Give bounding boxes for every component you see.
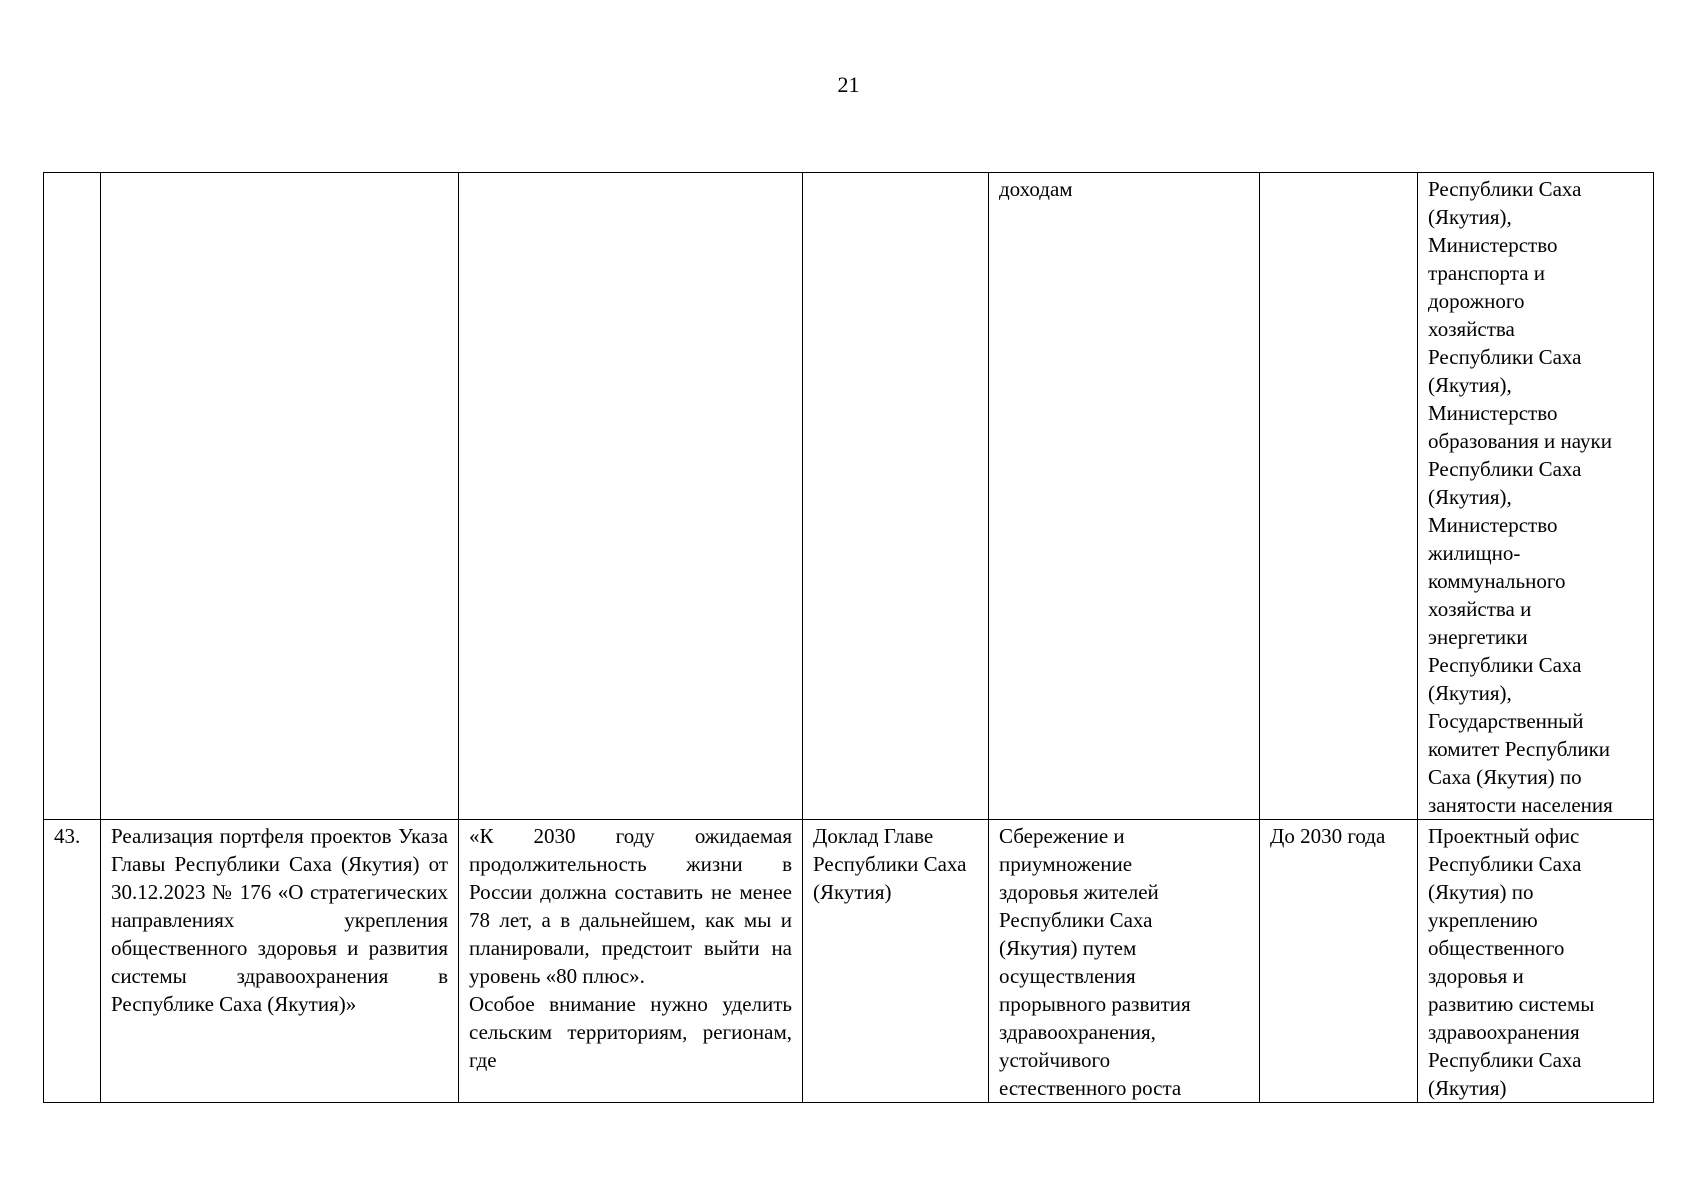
cell-expected-result: доходам (989, 173, 1260, 820)
result-line: устойчивого (999, 1048, 1111, 1072)
responsible-line: занятости населения (1428, 793, 1613, 817)
responsible-line: развитию системы (1428, 992, 1595, 1016)
responsible-line: Министерство (1428, 513, 1558, 537)
cell-deadline (1260, 173, 1418, 820)
cell-report-form: Доклад Главе Республики Саха (Якутия) (803, 820, 989, 1103)
result-line: здоровья жителей (999, 880, 1159, 904)
responsible-line: Проектный офис (1428, 824, 1580, 848)
responsible-line: общественного (1428, 936, 1565, 960)
result-line: (Якутия) путем (999, 936, 1137, 960)
responsible-line: Министерство (1428, 233, 1558, 257)
responsible-line: коммунального (1428, 569, 1566, 593)
responsible-line: транспорта и (1428, 261, 1546, 285)
responsible-line: здравоохранения (1428, 1020, 1580, 1044)
cell-goal (459, 820, 803, 1103)
cell-number (44, 173, 101, 820)
cell-measure-name: Реализация портфеля проектов Указа Главы Республики Саха (Якутия) от 30.12.2023 № 176 «О стратегических направлениях укрепления общественного здоровья и развития системы здравоохранения в Республике Саха (Якутия)» (101, 820, 459, 1103)
result-line: приумножение (999, 852, 1133, 876)
plan-table (43, 172, 1654, 1103)
responsible-line: Республики Саха (1428, 457, 1582, 481)
responsible-line: здоровья и (1428, 964, 1524, 988)
responsible-line: укреплению (1428, 908, 1538, 932)
responsible-line: Саха (Якутия) по (1428, 765, 1582, 789)
responsible-line: Республики Саха (1428, 177, 1582, 201)
cell-expected-result (989, 820, 1260, 1103)
cell-number: 43. (44, 820, 101, 1103)
responsible-line: хозяйства и (1428, 597, 1532, 621)
responsible-line: энергетики (1428, 625, 1528, 649)
responsible-line: Министерство (1428, 401, 1558, 425)
responsible-line: Республики Саха (1428, 653, 1582, 677)
responsible-line: (Якутия) по (1428, 880, 1534, 904)
goal-paragraph-1: «К 2030 году ожидаемая продолжительность жизни в России должна составить не менее 78 лет, а в дальнейшем, как мы и планировали, предстоит выйти на уровень «80 плюс». (469, 824, 792, 988)
responsible-line: дорожного (1428, 289, 1525, 313)
responsible-line: (Якутия), (1428, 681, 1512, 705)
responsible-line: Государственный (1428, 709, 1584, 733)
table-row-43 (44, 820, 1654, 1103)
responsible-line: Республики Саха (1428, 1048, 1582, 1072)
responsible-line: жилищно- (1428, 541, 1521, 565)
result-line: естественного роста (999, 1076, 1182, 1100)
responsible-line: образования и науки (1428, 429, 1612, 453)
responsible-line: комитет Республики (1428, 737, 1611, 761)
responsible-line: (Якутия), (1428, 373, 1512, 397)
responsible-line: Республики Саха (1428, 345, 1582, 369)
cell-report-form (803, 173, 989, 820)
result-line: Сбережение и (999, 824, 1125, 848)
responsible-line: Республики Саха (1428, 852, 1582, 876)
cell-responsible (1418, 820, 1654, 1103)
cell-deadline: До 2030 года (1260, 820, 1418, 1103)
responsible-line: (Якутия), (1428, 205, 1512, 229)
page-number: 21 (837, 72, 860, 97)
responsible-line: (Якутия) (1428, 1076, 1507, 1100)
cell-goal (459, 173, 803, 820)
result-line: прорывного развития (999, 992, 1191, 1016)
goal-paragraph-2: Особое внимание нужно уделить сельским территориям, регионам, где (469, 992, 792, 1072)
cell-responsible (1418, 173, 1654, 820)
responsible-line: (Якутия), (1428, 485, 1512, 509)
responsible-line: хозяйства (1428, 317, 1515, 341)
result-line: здравоохранения, (999, 1020, 1156, 1044)
table-row-continuation (44, 173, 1654, 820)
cell-measure-name (101, 173, 459, 820)
result-line: Республики Саха (999, 908, 1153, 932)
result-line: осуществления (999, 964, 1136, 988)
